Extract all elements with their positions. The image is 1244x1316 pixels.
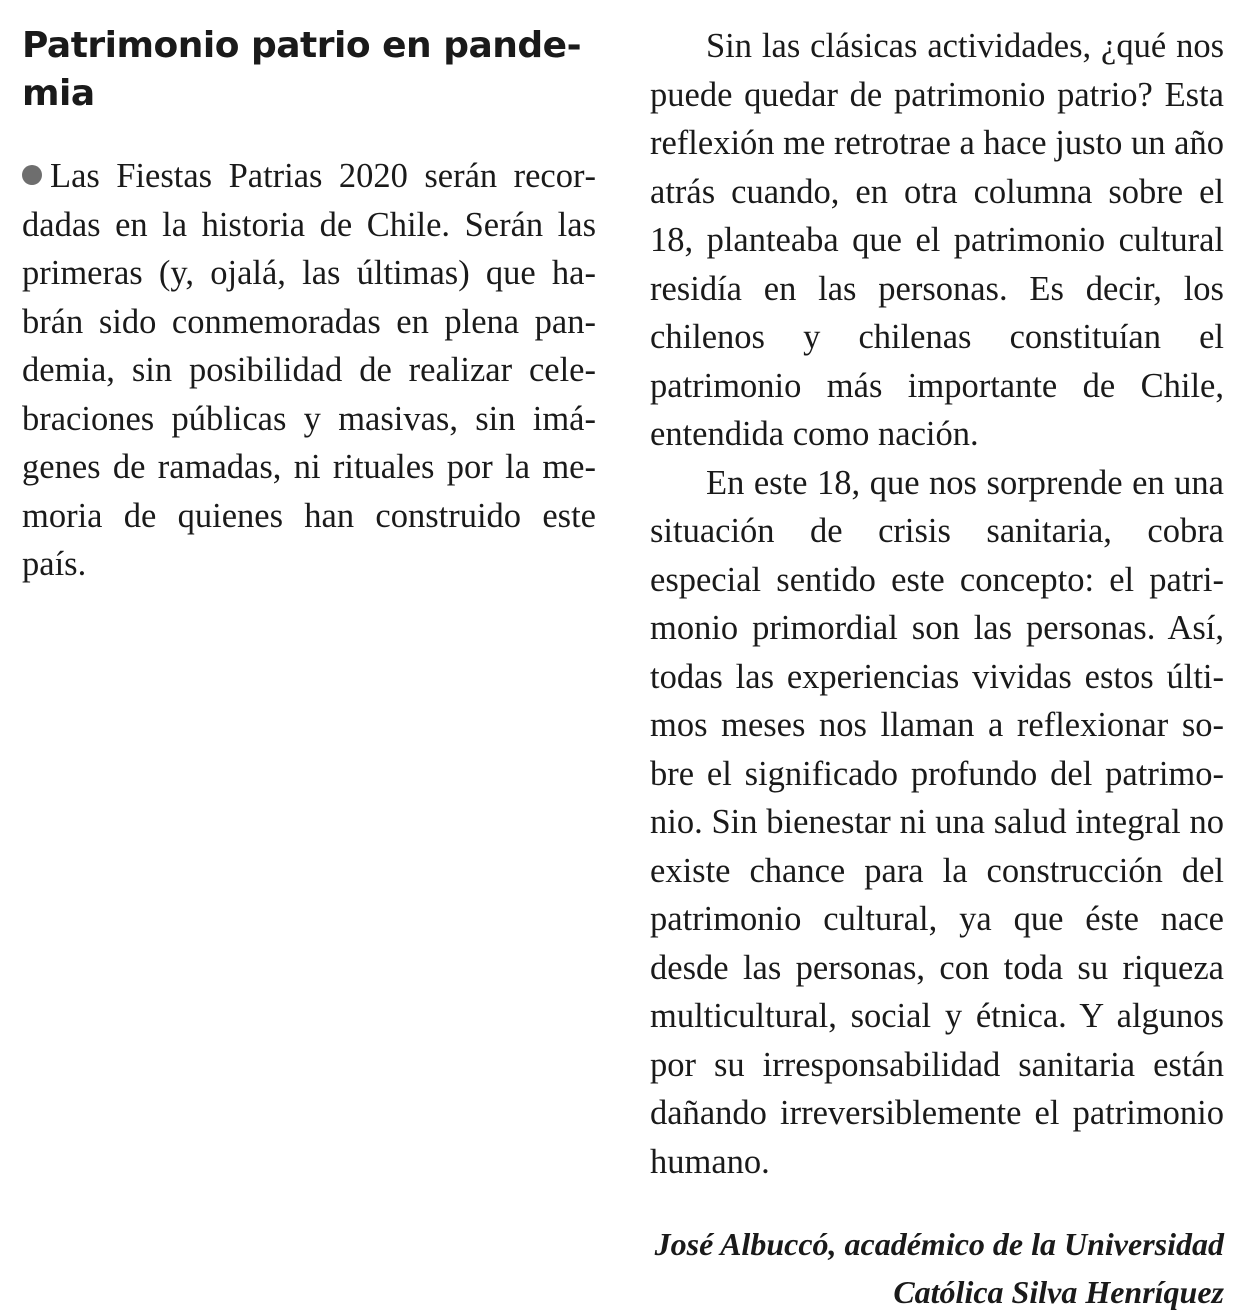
article-headline: Patrimonio patrio en pandemia xyxy=(22,25,582,114)
author-signature: José Albuccó, académico de la Universidad Católica Silva Henríquez xyxy=(654,1226,1224,1310)
right-paragraph-1: Sin las clásicas actividades, ¿qué nos puede quedar de patrimonio patrio? Esta reflexión me retrotrae a hace justo un año atrás cuando, en otra columna sobre el 18, planteaba que el patrimonio cultural residía en las personas. Es decir, los chilenos y chilenas constituían el patrimonio más importante de Chile, entendida como nación. xyxy=(650,27,1224,453)
right-paragraph-2: En este 18, que nos sorprende en una situación de crisis sanitaria, cobra especial sentido este concepto: el patrimonio primordial son las personas. Así, todas las experiencias vividas estos últimos meses nos llaman a reflexionar sobre el significado profundo del patrimonio. Sin bienestar ni una salud integral no existe chance para la construcción del patrimonio cultural, ya que éste nace desde las personas, con toda su riqueza multicultural, social y étnica. Y algunos por su irresponsabilidad sanitaria están dañando irreversiblemente el patrimonio humano. xyxy=(650,463,1224,1181)
left-paragraph xyxy=(22,152,596,589)
left-paragraph-text: Las Fiestas Patrias 2020 serán recordadas en la historia de Chile. Serán las primeras (y, ojalá, las últimas) que habrán sido conmemoradas en plena pandemia, sin posibilidad de realizar celebraciones públicas y masivas, sin imágenes de ramadas, ni rituales por la memoria de quienes han construido este país. xyxy=(22,157,596,583)
left-column xyxy=(22,22,596,589)
right-column xyxy=(650,22,1224,1316)
bullet-dot-icon xyxy=(22,165,42,185)
